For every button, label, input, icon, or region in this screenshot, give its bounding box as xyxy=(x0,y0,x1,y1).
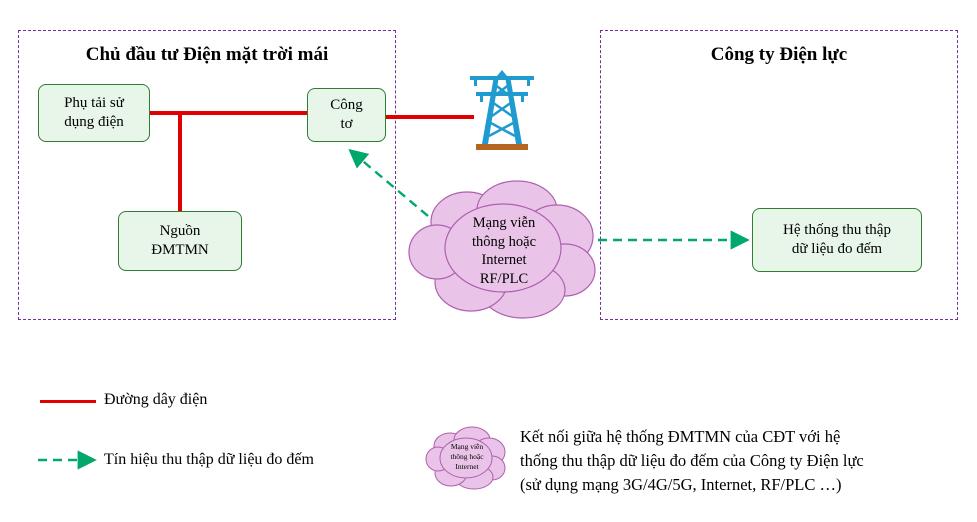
node-data-collector-label: Hệ thống thu thập dữ liệu đo đếm xyxy=(783,222,891,257)
legend-cloud-label: Mạng viễn thông hoặc Internet xyxy=(450,442,484,471)
legend-cloud-symbol xyxy=(424,424,508,490)
node-source-label: Nguồn ĐMTMN xyxy=(151,223,209,258)
group-title-utility: Công ty Điện lực xyxy=(710,44,848,65)
network-cloud-label: Mạng viễn thông hoặc Internet RF/PLC xyxy=(471,215,537,287)
legend-power-line-label: Đường dây điện xyxy=(104,391,208,408)
legend-data-signal-symbol xyxy=(36,452,102,468)
legend-cloud-note-text: Kết nối giữa hệ thống ĐMTMN của CĐT với hệ thống thu thập dữ liệu đo đếm của Công ty Điện lực (sử dụng mạng 3G/4G/5G, Internet, RF/PLC …) xyxy=(520,427,864,494)
legend-power-line-symbol xyxy=(40,400,96,403)
node-meter-label: Công tơ xyxy=(330,97,363,132)
group-title-investor: Chủ đầu tư Điện mặt trời mái xyxy=(85,44,329,65)
node-load-label: Phụ tải sử dụng điện xyxy=(64,95,124,130)
signal-cloud-to-meter xyxy=(352,152,428,216)
legend-data-signal-label: Tín hiệu thu thập dữ liệu đo đếm xyxy=(104,451,314,468)
